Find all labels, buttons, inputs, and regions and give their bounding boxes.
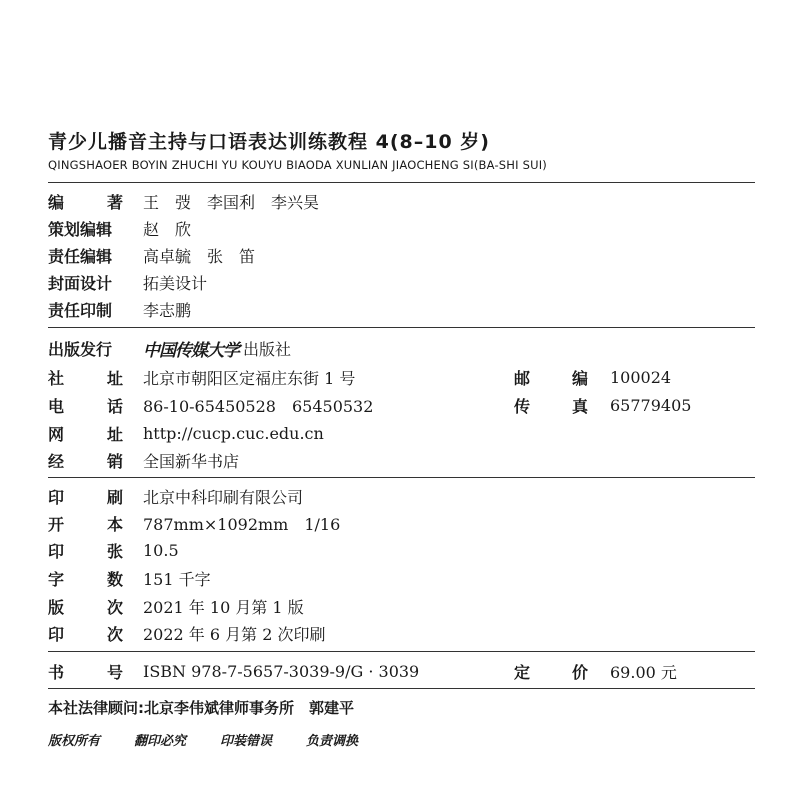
isbn-row [48,659,677,683]
credit-value: 王 弢 李国利 李兴昊 [143,192,320,212]
credit-label: 封面设计 [48,273,113,293]
address-value: 北京市朝阳区定福庄东街 1 号 [143,368,356,388]
print-info-value: 北京中科印刷有限公司 [143,487,304,507]
isbn-value: ISBN 978-7-5657-3039-9/G · 3039 [143,661,420,681]
print-info-label: 印 张 [48,541,123,561]
phone-value: 86-10-65450528 65450532 [143,396,374,416]
credit-row-author [48,189,319,213]
credit-row-planning-editor [48,216,191,240]
credit-value: 赵 欣 [143,219,192,239]
print-info-label: 印 次 [48,624,123,644]
publisher-row [48,336,291,360]
print-info-row [48,538,179,562]
website-row [48,421,324,445]
address-label: 社 址 [48,368,123,388]
print-info-label: 版 次 [48,597,123,617]
divider [48,182,755,183]
postcode-label: 邮 编 [514,368,588,388]
print-info-value: 787mm×1092mm 1/16 [143,514,341,534]
credit-value: 李志鹏 [143,300,192,320]
isbn-label: 书 号 [48,662,123,682]
print-info-value: 2022 年 6 月第 2 次印刷 [143,624,326,644]
website-value: http://cucp.cuc.edu.cn [143,423,324,443]
book-title: 青少儿播音主持与口语表达训练教程 4(8–10 岁) [48,131,490,153]
print-info-label: 开 本 [48,514,123,534]
phone-row [48,393,692,417]
distributor-value: 全国新华书店 [143,451,240,471]
print-info-row [48,621,326,645]
credit-row-responsible-editor [48,243,255,267]
credit-label: 策划编辑 [48,219,113,239]
postcode-value: 100024 [610,367,672,387]
divider [48,477,755,478]
print-info-label: 字 数 [48,569,123,589]
copyright-notice [48,730,358,749]
notice-item: 负责调换 [306,734,359,749]
print-info-row [48,594,304,618]
print-info-value: 151 千字 [143,569,211,589]
legal-counsel: 本社法律顾问:北京李伟斌律师事务所 郭建平 [48,699,355,717]
phone-label: 电 话 [48,396,123,416]
print-info-value: 10.5 [143,540,179,560]
credit-row-cover-design [48,270,207,294]
credit-value: 高卓毓 张 笛 [143,246,256,266]
credit-label: 责任编辑 [48,246,113,266]
distributor-label: 经 销 [48,451,123,471]
publisher-name-suffix: 出版社 [243,339,292,359]
print-info-row [48,511,340,535]
book-subtitle-pinyin: QINGSHAOER BOYIN ZHUCHI YU KOUYU BIAODA XUNLIAN JIAOCHENG SI(BA-SHI SUI) [48,158,547,172]
print-info-row [48,484,303,508]
divider [48,688,755,689]
distributor-row [48,448,239,472]
fax-value: 65779405 [610,395,692,415]
notice-item: 印装错误 [220,734,273,749]
notice-item: 翻印必究 [134,734,187,749]
website-label: 网 址 [48,424,123,444]
print-info-row [48,566,211,590]
credit-label: 编 著 [48,192,123,212]
price-value: 69.00 元 [610,662,677,682]
credit-row-print-supervisor [48,297,191,321]
print-info-value: 2021 年 10 月第 1 版 [143,597,304,617]
credit-value: 拓美设计 [143,273,208,293]
credit-label: 责任印制 [48,300,113,320]
price-label: 定 价 [514,662,588,682]
address-row [48,365,672,389]
notice-item: 版权所有 [48,734,101,749]
print-info-label: 印 刷 [48,487,123,507]
publisher-calligraphy-logo: 中国传媒大学 [143,340,239,361]
divider [48,651,755,652]
publisher-label: 出版发行 [48,339,113,359]
fax-label: 传 真 [514,396,588,416]
divider [48,327,755,328]
